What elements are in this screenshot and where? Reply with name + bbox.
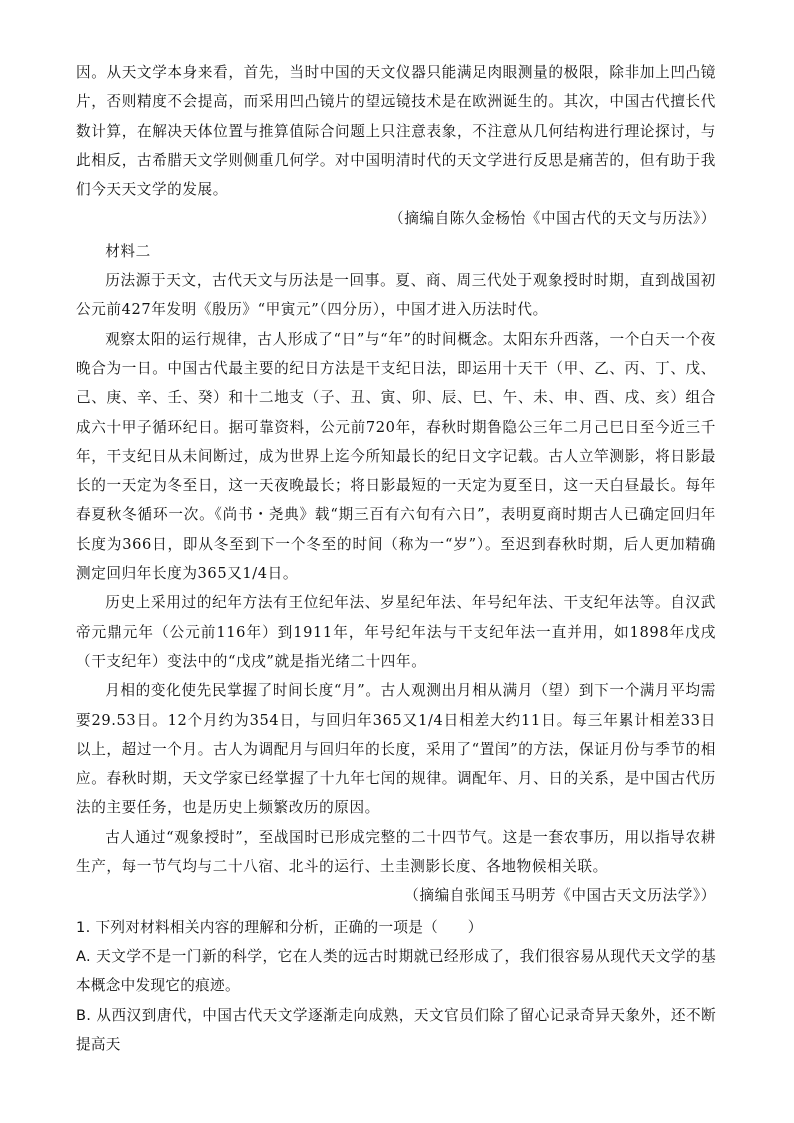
- material2-paragraph-1: 历法源于天文，古代天文与历法是一回事。夏、商、周三代处于观象授时时期，直到战国初公元前427年发明《殷历》“甲寅元”（四分历），中国才进入历法时代。: [76, 272, 716, 319]
- question-1-option-b: B. 从西汉到唐代，中国古代天文学逐渐走向成熟，天文官员们除了留心记录奇异天象外，还不断提高天: [76, 1006, 716, 1053]
- material2-paragraph-2: 观察太阳的运行规律，古人形成了“日”与“年”的时间概念。太阳东升西落，一个白天一个夜晚合为一日。中国古代最主要的纪日方法是干支纪日法，即运用十天干（甲、乙、丙、丁、戊、己、庚、辛、壬、癸）和十二地支（子、丑、寅、卯、辰、巳、午、未、申、酉、戌、亥）组合成六十甲子循环纪日。据可靠资料，公元前720年，春秋时期鲁隐公三年二月己巳日至今近三千年，干支纪日从未间断过，成为世界上迄今所知最长的纪日文字记载。古人立竿测影，将日影最长的一天定为冬至日，这一天夜晚最长；将日影最短的一天定为夏至日，这一天白昼最长。每年春夏秋冬循环一次。《尚书・尧典》载“期三百有六旬有六日”，表明夏商时期古人已确定回归年长度为366日，即从冬至到下一个冬至的时间（称为一“岁”）。至迟到春秋时期，后人更加精确测定回归年长度为365又1/4日。: [76, 330, 716, 583]
- material2-paragraph-3: 历史上采用过的纪年方法有王位纪年法、岁星纪年法、年号纪年法、干支纪年法等。自汉武帝元鼎元年（公元前116年）到1911年，年号纪年法与干支纪年法一直并用，如1898年戊戌（干支纪年）变法中的“戊戌”就是指光绪二十四年。: [76, 594, 716, 670]
- material2-paragraph-4: 月相的变化使先民掌握了时间长度“月”。古人观测出月相从满月（望）到下一个满月平均需要29.53日。12个月约为354日，与回归年365又1/4日相差大约11日。每三年累计相差33日以上，超过一个月。古人为调配月与回归年的长度，采用了“置闰”的方法，保证月份与季节的相应。春秋时期，天文学家已经掌握了十九年七闰的规律。调配年、月、日的关系，是中国古代历法的主要任务，也是历史上频繁改历的原因。: [76, 682, 716, 817]
- material2-source-citation: （摘编自张闻玉马明芳《中国古天文历法学》）: [404, 887, 716, 905]
- material1-source-citation: （摘编自陈久金杨怡《中国古代的天文与历法》）: [389, 210, 716, 228]
- question-1-stem: 1. 下列对材料相关内容的理解和分析，正确的一项是（ ）: [76, 918, 483, 936]
- document-page: [76, 58, 716, 1059]
- material2-paragraph-5: 古人通过“观象授时”，至战国时已形成完整的二十四节气。这是一套农事历，用以指导农耕生产，每一节气均与二十八宿、北斗的运行、土圭测影长度、各地物候相关联。: [76, 828, 716, 876]
- material2-heading: 材料二: [105, 242, 151, 260]
- material1-continuation-paragraph: 因。从天文学本身来看，首先，当时中国的天文仪器只能满足肉眼测量的极限，除非加上凹凸镜片，否则精度不会提高，而采用凹凸镜片的望远镜技术是在欧洲诞生的。其次，中国古代擅长代数计算，在解决天体位置与推算值际合问题上只注意表象，不注意从几何结构进行理论探讨，与此相反，古希腊天文学则侧重几何学。对中国明清时代的天文学进行反思是痛苦的，但有助于我们今天天文学的发展。: [76, 64, 716, 199]
- question-1-option-a: A. 天文学不是一门新的科学，它在人类的远古时期就已经形成了，我们很容易从现代天文学的基本概念中发现它的痕迹。: [76, 947, 716, 995]
